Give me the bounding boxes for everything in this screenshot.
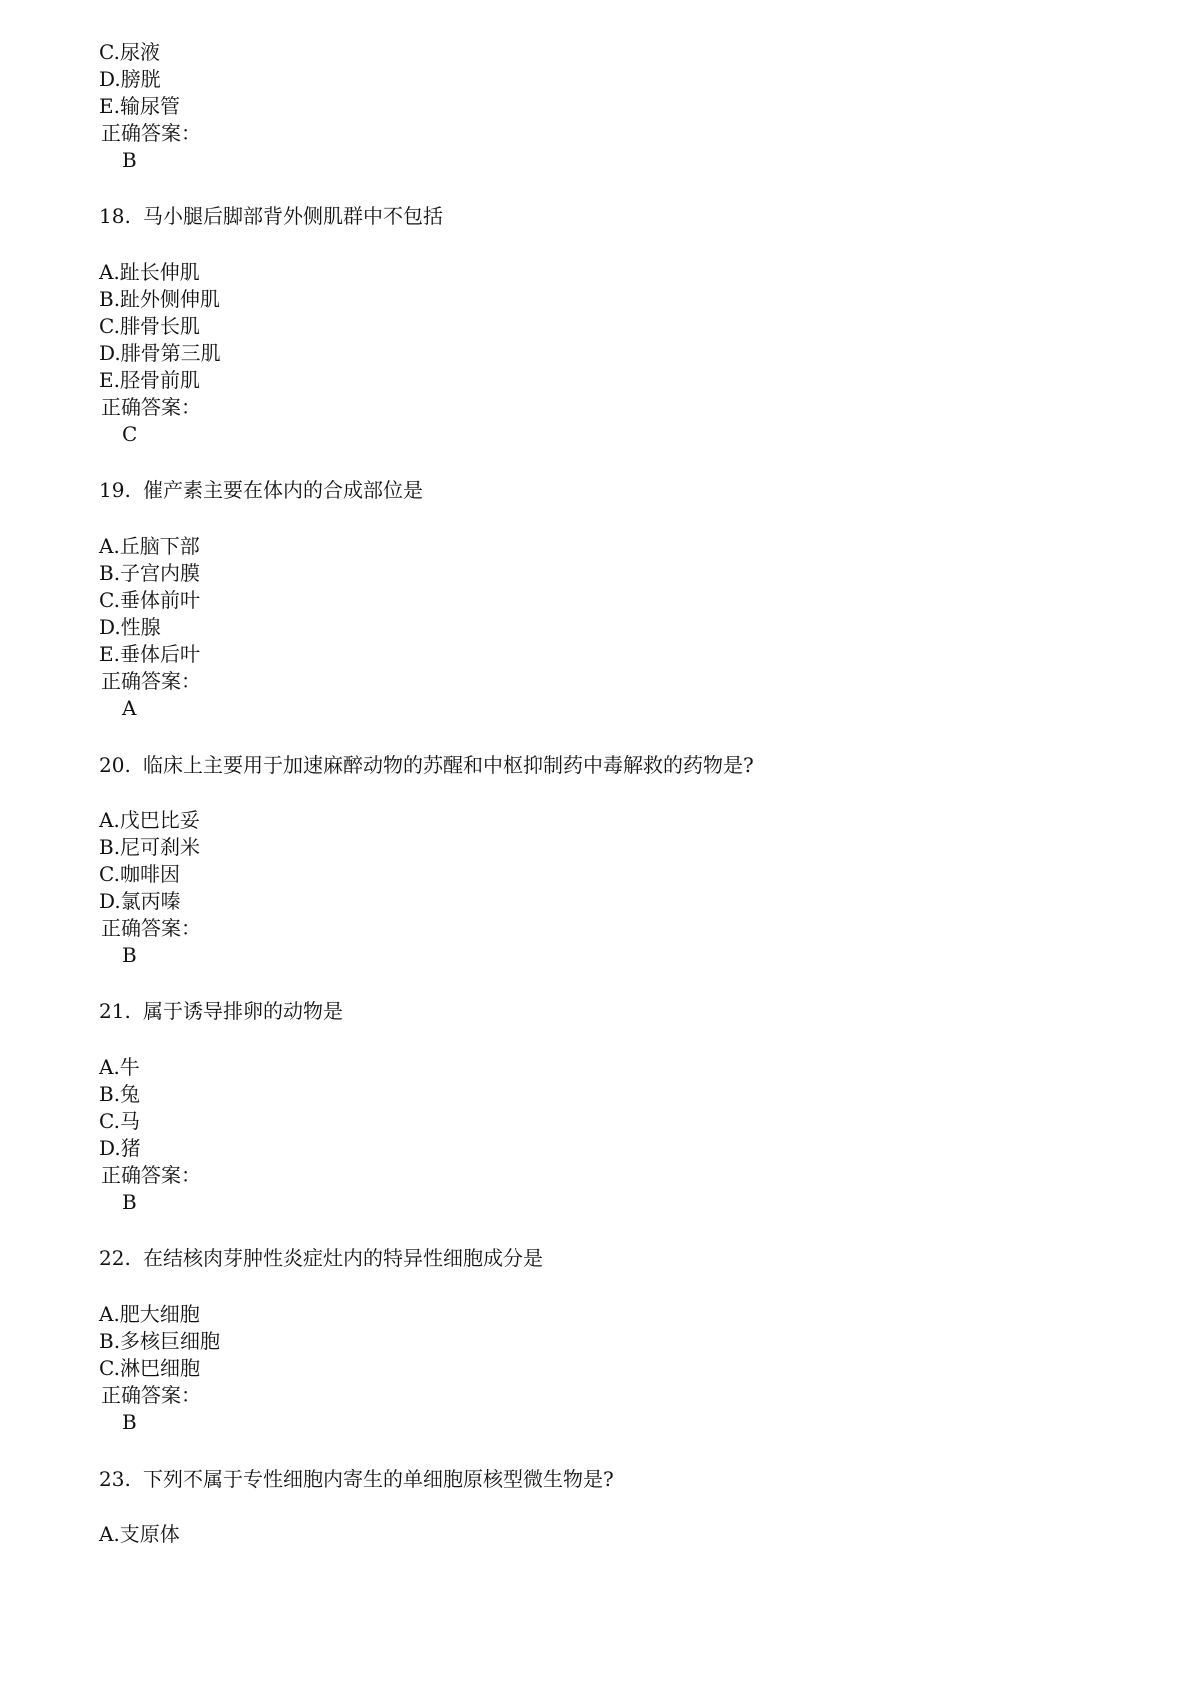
q20-option-b: B.尼可刹米 [99, 835, 201, 859]
q18-text: 马小腿后脚部背外侧肌群中不包括 [143, 204, 443, 228]
q21-option-b: B.兔 [99, 1082, 141, 1106]
q20-number: 20. [99, 753, 131, 777]
q19-option-e: E.垂体后叶 [99, 642, 200, 666]
q18-option-d: D.腓骨第三肌 [99, 341, 221, 365]
q21-answer: B [122, 1190, 137, 1214]
q23-stem [99, 1465, 614, 1493]
q19-answer: A [122, 696, 137, 720]
q22-option-a: A.肥大细胞 [99, 1302, 200, 1326]
q18-option-c: C.腓骨长肌 [99, 314, 200, 338]
q23-option-a: A.支原体 [99, 1522, 180, 1546]
q17-option-d: D.膀胱 [99, 67, 161, 91]
q22-number: 22. [99, 1246, 131, 1270]
q20-text: 临床上主要用于加速麻醉动物的苏醒和中枢抑制药中毒解救的药物是? [143, 753, 754, 777]
q17-answer: B [122, 148, 137, 172]
q20-answer-label: 正确答案： [101, 916, 201, 940]
q18-option-b: B.趾外侧伸肌 [99, 287, 221, 311]
q23-number: 23. [99, 1467, 131, 1491]
q22-answer: B [122, 1410, 137, 1434]
q21-stem [99, 997, 343, 1025]
q21-text: 属于诱导排卵的动物是 [143, 999, 343, 1023]
q19-text: 催产素主要在体内的合成部位是 [143, 478, 423, 502]
q22-option-b: B.多核巨细胞 [99, 1329, 221, 1353]
q17-option-e: E.输尿管 [99, 94, 180, 118]
q20-option-c: C.咖啡因 [99, 862, 180, 886]
q19-answer-label: 正确答案： [101, 669, 201, 693]
q18-option-a: A.趾长伸肌 [99, 260, 200, 284]
q21-answer-label: 正确答案： [101, 1163, 201, 1187]
q18-answer-label: 正确答案： [101, 395, 201, 419]
q19-number: 19. [99, 478, 131, 502]
q18-stem [99, 202, 443, 230]
q21-number: 21. [99, 999, 131, 1023]
q19-option-b: B.子宫内膜 [99, 561, 201, 585]
q22-stem [99, 1244, 543, 1272]
q17-option-c: C.尿液 [99, 40, 160, 64]
q19-option-c: C.垂体前叶 [99, 588, 200, 612]
q21-option-d: D.猪 [99, 1136, 141, 1160]
q23-text: 下列不属于专性细胞内寄生的单细胞原核型微生物是? [143, 1467, 614, 1491]
q18-answer: C [122, 422, 138, 446]
q19-stem [99, 476, 423, 504]
q20-stem [99, 751, 754, 779]
q19-option-d: D.性腺 [99, 615, 161, 639]
q21-option-c: C.马 [99, 1109, 140, 1133]
q22-option-c: C.淋巴细胞 [99, 1356, 200, 1380]
q20-option-a: A.戊巴比妥 [99, 808, 200, 832]
q21-option-a: A.牛 [99, 1055, 140, 1079]
q18-option-e: E.胫骨前肌 [99, 368, 200, 392]
q22-answer-label: 正确答案： [101, 1383, 201, 1407]
q20-answer: B [122, 943, 137, 967]
q22-text: 在结核肉芽肿性炎症灶内的特异性细胞成分是 [143, 1246, 543, 1270]
q18-number: 18. [99, 204, 131, 228]
q20-option-d: D.氯丙嗪 [99, 889, 181, 913]
q17-answer-label: 正确答案： [101, 121, 201, 145]
q19-option-a: A.丘脑下部 [99, 534, 200, 558]
